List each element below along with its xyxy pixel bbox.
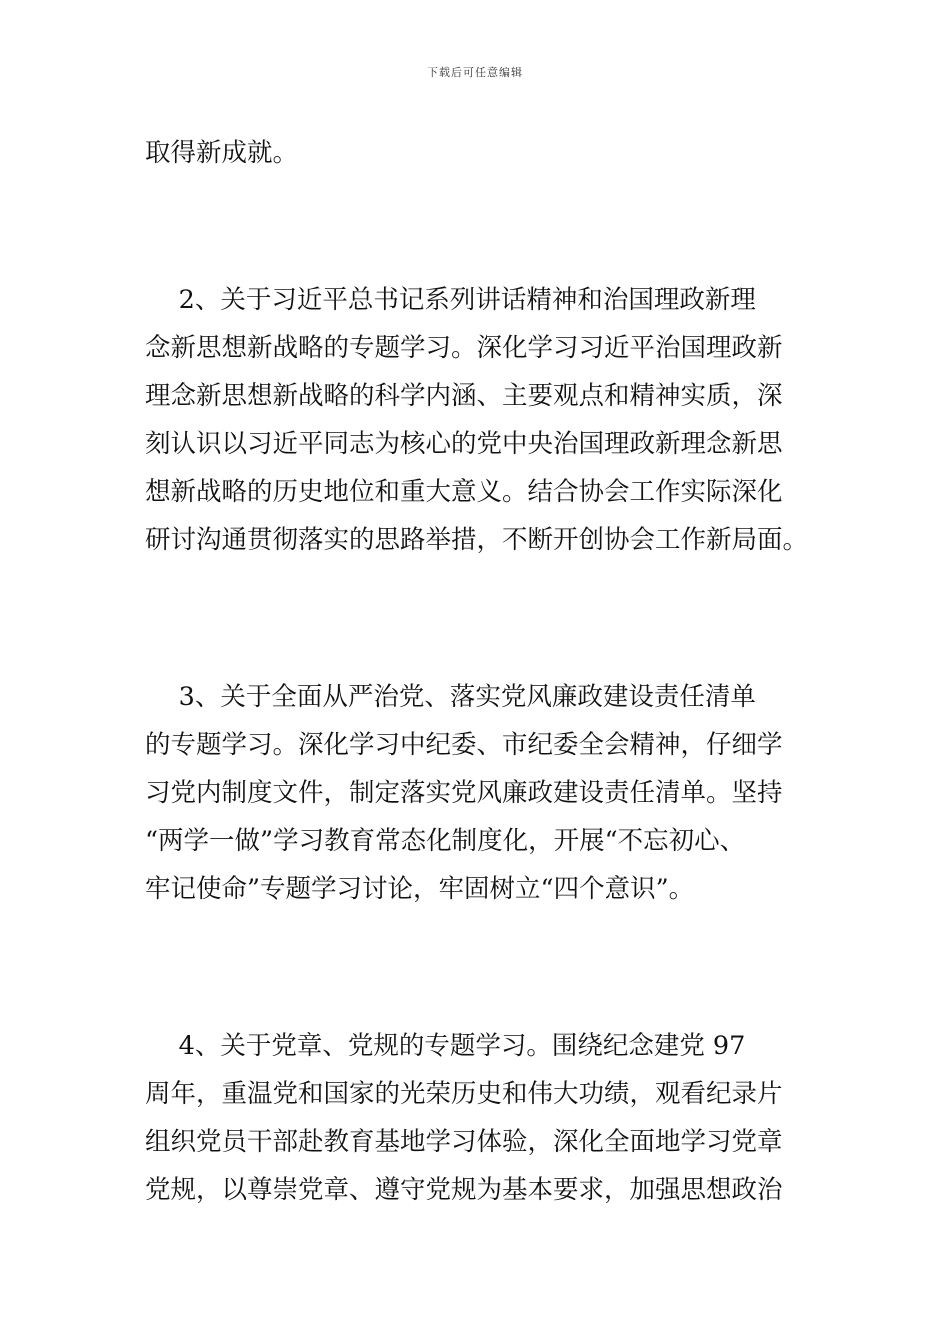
text-line: 3、关于全面从严治党、落实党风廉政建设责任清单 [145, 682, 756, 712]
text-line: 想新战略的历史地位和重大意义。结合协会工作实际深化 [145, 477, 783, 507]
text-line: 党规，以尊崇党章、遵守党规为基本要求，加强思想政治 [145, 1175, 783, 1205]
text-line: 取得新成就。 [145, 138, 299, 168]
text-line: 念新思想新战略的专题学习。深化学习习近平治国理政新 [145, 333, 783, 363]
text-line: 牢记使命”专题学习讨论，牢固树立“四个意识”。 [145, 874, 695, 904]
text-line: 理念新思想新战略的科学内涵、主要观点和精神实质，深 [145, 381, 783, 411]
text-line: 研讨沟通贯彻落实的思路举措，不断开创协会工作新局面。 [145, 525, 809, 555]
text-line: 组织党员干部赴教育基地学习体验，深化全面地学习党章 [145, 1127, 783, 1157]
text-line: 习党内制度文件，制定落实党风廉政建设责任清单。坚持 [145, 778, 783, 808]
text-line: 4、关于党章、党规的专题学习。围绕纪念建党 97 [145, 1031, 746, 1061]
page-header: 下载后可任意编辑 [427, 66, 523, 79]
text-line: 刻认识以习近平同志为核心的党中央治国理政新理念新思 [145, 429, 783, 459]
text-line: “两学一做”学习教育常态化制度化，开展“不忘初心、 [145, 826, 746, 856]
text-line: 的专题学习。深化学习中纪委、市纪委全会精神，仔细学 [145, 730, 783, 760]
text-line: 周年，重温党和国家的光荣历史和伟大功绩，观看纪录片 [145, 1079, 783, 1109]
text-line: 2、关于习近平总书记系列讲话精神和治国理政新理 [145, 285, 756, 315]
